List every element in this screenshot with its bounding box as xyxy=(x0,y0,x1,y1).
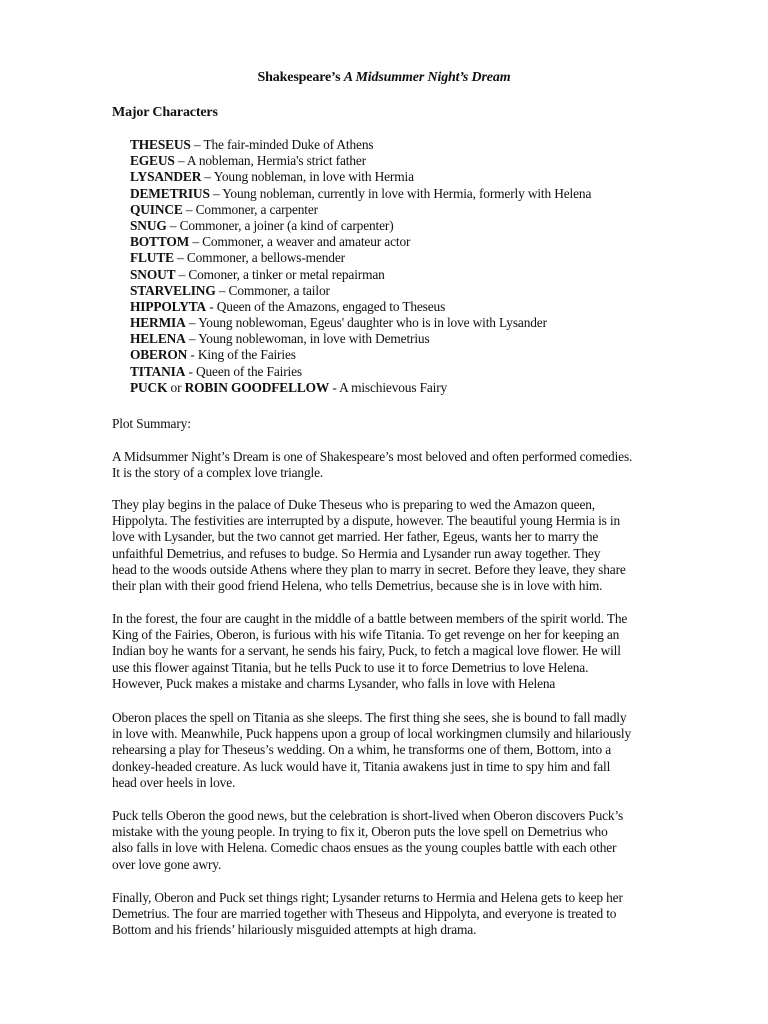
character-description: A nobleman, Hermia's strict father xyxy=(186,153,367,169)
character-separator: – xyxy=(182,201,196,217)
character-name: OBERON xyxy=(130,347,188,363)
character-entry xyxy=(130,364,750,380)
character-entry xyxy=(130,234,750,250)
character-separator: – xyxy=(166,217,180,233)
paragraph-line: Hippolyta. The festivities are interrupted by a dispute, however. The beautiful young Hermia is in xyxy=(112,513,621,529)
character-separator: - xyxy=(206,298,217,314)
character-description: The fair-minded Duke of Athens xyxy=(203,137,374,152)
character-separator: – xyxy=(201,169,214,185)
character-entry xyxy=(130,347,750,363)
character-description: A mischievous Fairy xyxy=(339,379,448,395)
character-entry xyxy=(130,267,750,283)
character-description: Young nobleman, in love with Hermia xyxy=(213,169,414,185)
character-name: THESEUS xyxy=(130,137,191,152)
character-entry xyxy=(130,202,750,218)
character-description: Queen of the Fairies xyxy=(195,363,302,379)
paragraph-line: Oberon places the spell on Titania as she sleeps. The first thing she sees, she is bound to fall madly xyxy=(112,710,627,725)
paragraph-line: in love with. Meanwhile, Puck happens upon a group of local workingmen clumsily and hilariously xyxy=(112,726,632,742)
paragraph xyxy=(112,890,672,939)
paragraph-line: King of the Fairies, Oberon, is furious with his wife Titania. To get revenge on her for keeping an xyxy=(112,627,620,643)
paragraph xyxy=(112,710,672,791)
paragraph-line: Bottom and his friends’ hilariously misguided attempts at high drama. xyxy=(112,922,477,938)
paragraph-line: donkey-headed creature. As luck would have it, Titania awakens just in time to spy him and fall xyxy=(112,758,611,774)
character-separator: or xyxy=(167,379,185,395)
character-name: HELENA xyxy=(130,331,186,347)
paragraph-line: However, Puck makes a mistake and charms Lysander, who falls in love with Helena xyxy=(112,675,556,691)
character-separator: – xyxy=(209,185,223,201)
character-description: King of the Fairies xyxy=(197,347,296,363)
paragraph-line: It is the story of a complex love triangle. xyxy=(112,465,324,481)
characters-heading: Major Characters xyxy=(112,105,218,120)
character-separator: – xyxy=(173,250,187,266)
character-separator: – xyxy=(190,137,204,152)
paragraph-line: A Midsummer Night’s Dream is one of Shakespeare’s most beloved and often performed comedies. xyxy=(112,449,633,464)
paragraph-line: mistake with the young people. In trying to fix it, Oberon puts the love spell on Demetrius who xyxy=(112,824,608,840)
character-name: LYSANDER xyxy=(130,169,202,185)
character-description: Queen of the Amazons, engaged to Theseus xyxy=(216,298,446,314)
character-separator: – xyxy=(185,315,199,331)
paragraph xyxy=(112,611,672,692)
character-description: Commoner, a joiner (a kind of carpenter) xyxy=(179,217,394,233)
paragraph-line: Demetrius. The four are married together with Theseus and Hippolyta, and everyone is treated to xyxy=(112,906,617,922)
character-entry xyxy=(130,137,750,153)
character-description: Young noblewoman, in love with Demetrius xyxy=(198,331,430,347)
character-entry xyxy=(130,331,750,347)
character-description: Commoner, a carpenter xyxy=(195,201,318,217)
character-name: EGEUS xyxy=(130,153,175,169)
paragraph-line: also falls in love with Helena. Comedic chaos ensues as the young couples battle with each other xyxy=(112,840,617,856)
character-name: HERMIA xyxy=(130,315,186,331)
paragraph-line: Finally, Oberon and Puck set things right; Lysander returns to Hermia and Helena gets to keep her xyxy=(112,890,623,905)
character-list xyxy=(130,137,750,396)
paragraph-line: rehearsing a play for Theseus’s wedding. On a whim, he transforms one of them, Bottom, into a xyxy=(112,742,612,758)
paragraph xyxy=(112,449,672,481)
character-name: STARVELING xyxy=(130,282,216,298)
character-name: QUINCE xyxy=(130,201,183,217)
character-description: Commoner, a tailor xyxy=(228,282,330,298)
paragraph-line: love with Lysander, but the two cannot get married. Her father, Egeus, wants her to marry the xyxy=(112,529,599,545)
paragraph xyxy=(112,497,672,594)
character-description: Young nobleman, currently in love with Hermia, formerly with Helena xyxy=(222,185,592,201)
character-description: Commoner, a bellows-mender xyxy=(186,250,345,266)
character-entry xyxy=(130,218,750,234)
character-entry xyxy=(130,153,750,169)
character-separator: - xyxy=(185,363,196,379)
paragraph-line: Indian boy he wants for a servant, he sends his fairy, Puck, to fetch a magical love flower. He will xyxy=(112,643,621,659)
character-entry xyxy=(130,283,750,299)
title-prefix: Shakespeare’s xyxy=(257,70,344,85)
paragraph-line: their plan with their good friend Helena, who tells Demetrius, because she is in love with him. xyxy=(112,577,603,593)
character-name: SNOUT xyxy=(130,266,176,282)
character-entry xyxy=(130,380,750,396)
document-title xyxy=(0,69,768,86)
character-entry xyxy=(130,250,750,266)
character-name: HIPPOLYTA xyxy=(130,298,207,314)
character-name: SNUG xyxy=(130,217,167,233)
paragraph-line: They play begins in the palace of Duke Theseus who is preparing to wed the Amazon queen, xyxy=(112,497,595,512)
character-name: BOTTOM xyxy=(130,234,190,250)
character-separator: – xyxy=(174,153,187,169)
character-name: FLUTE xyxy=(130,250,174,266)
character-entry xyxy=(130,299,750,315)
character-entry xyxy=(130,186,750,202)
paragraph-line: use this flower against Titania, but he tells Puck to use it to force Demetrius to love Helena. xyxy=(112,659,589,675)
character-separator: - xyxy=(187,347,198,363)
character-separator: - xyxy=(329,379,340,395)
character-separator: – xyxy=(175,266,189,282)
character-separator: – xyxy=(185,331,199,347)
character-name: TITANIA xyxy=(130,363,186,379)
character-description: Young noblewoman, Egeus' daughter who is in love with Lysander xyxy=(198,315,547,331)
character-description: Commoner, a weaver and amateur actor xyxy=(202,234,411,250)
character-name: DEMETRIUS xyxy=(130,185,210,201)
character-separator: – xyxy=(189,234,203,250)
paragraph xyxy=(112,808,672,873)
character-entry xyxy=(130,315,750,331)
paragraph-line: over love gone awry. xyxy=(112,856,222,872)
paragraph-line: In the forest, the four are caught in the middle of a battle between members of the spirit world. The xyxy=(112,611,628,626)
character-name: PUCK xyxy=(130,379,168,395)
paragraph-line: head over heels in love. xyxy=(112,774,236,790)
plot-summary-label: Plot Summary: xyxy=(112,416,191,431)
paragraph-line: Puck tells Oberon the good news, but the celebration is short-lived when Oberon discovers Puck’s xyxy=(112,808,624,823)
paragraph-line: head to the woods outside Athens where they plan to marry in secret. Before they leave, they share xyxy=(112,561,626,577)
title-play-name: A Midsummer Night’s Dream xyxy=(343,70,511,85)
character-alt-name: ROBIN GOODFELLOW xyxy=(184,379,330,395)
paragraph-line: unfaithful Demetrius, and refuses to budge. So Hermia and Lysander run away together. They xyxy=(112,545,601,561)
character-separator: – xyxy=(215,282,229,298)
character-description: Comoner, a tinker or metal repairman xyxy=(188,266,385,282)
character-entry xyxy=(130,169,750,185)
